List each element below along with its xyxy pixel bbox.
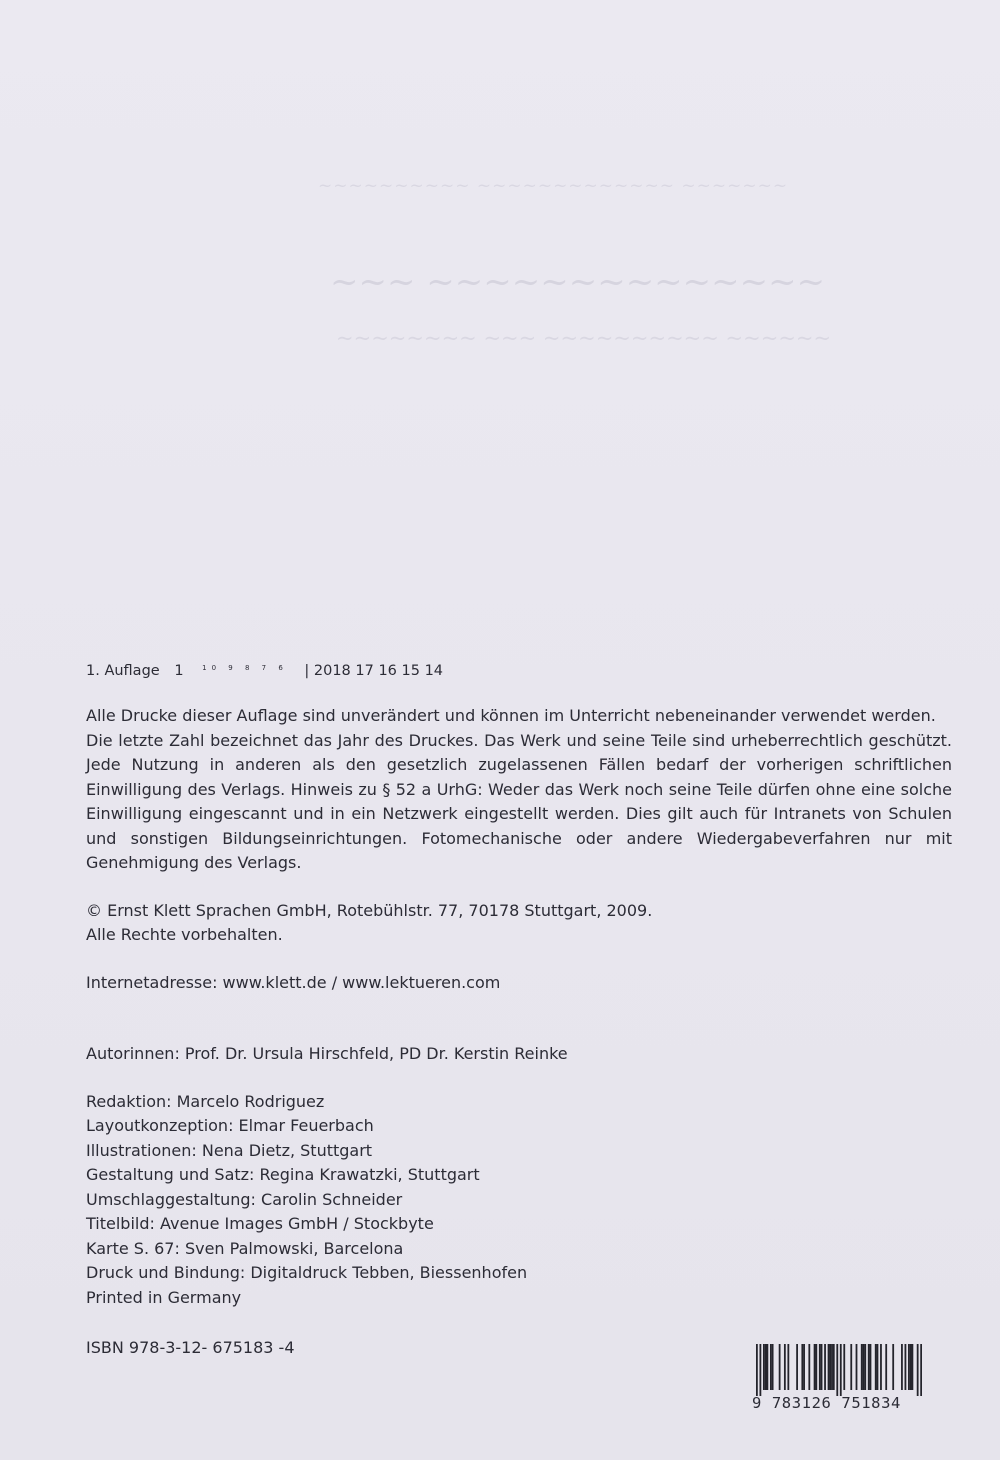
isbn-line: ISBN 978-3-12- 675183 -4	[86, 1338, 295, 1357]
barcode-guard-bar	[917, 1344, 919, 1396]
barcode-bar	[880, 1344, 882, 1390]
show-through-line: ~~~~~~~~~~ ~~~~~~~~~~~~~ ~~~~~~~	[318, 176, 789, 196]
barcode-bar	[892, 1344, 894, 1390]
barcode-bar	[850, 1344, 852, 1390]
barcode-bar	[779, 1344, 781, 1390]
barcode-bar	[843, 1344, 845, 1390]
internet-address: Internetadresse: www.klett.de / www.lektueren.com	[86, 972, 501, 992]
credit-cover-image: Titelbild: Avenue Images GmbH / Stockbyte	[86, 1214, 434, 1233]
barcode-bar	[819, 1344, 821, 1390]
credits-list	[86, 1090, 952, 1311]
barcode-bar	[801, 1344, 803, 1390]
edition-line	[86, 656, 952, 680]
barcode-bar	[861, 1344, 863, 1390]
barcode-bar	[863, 1344, 865, 1390]
barcode-bar	[912, 1344, 914, 1390]
isbn-barcode	[752, 1344, 924, 1416]
printed-in: Printed in Germany	[86, 1287, 242, 1307]
barcode-bar	[829, 1344, 831, 1390]
notice-paragraph-1: Alle Drucke dieser Auflage sind unverändert und können im Unterricht nebeneinander verwendet werden.	[86, 706, 936, 725]
barcode-digits: 9 783126 751834	[752, 1394, 901, 1412]
barcode-bar	[885, 1344, 887, 1390]
credit-cover-design: Umschlaggestaltung: Carolin Schneider	[86, 1189, 403, 1209]
edition-label: 1. Auflage	[86, 663, 160, 679]
barcode-bar	[901, 1344, 903, 1390]
credit-printing: Druck und Bindung: Digitaldruck Tebben, Biessenhofen	[86, 1263, 528, 1282]
barcode-guard-bar	[840, 1344, 842, 1396]
barcode-bar	[808, 1344, 810, 1390]
barcode-bar	[870, 1344, 872, 1390]
barcode-bar	[766, 1344, 768, 1390]
barcode-guard-bar	[920, 1344, 922, 1396]
barcode-bar	[831, 1344, 833, 1390]
barcode-bar	[910, 1344, 912, 1390]
notice-paragraph-2: Die letzte Zahl bezeichnet das Jahr des Druckes. Das Werk und seine Teile sind urheberrechtlich geschützt. Jede Nutzung in anderen als den gesetzlich zugelassenen Fällen bedarf der vorherigen schriftlichen Einwilligung des Verlags. Hinweis zu § 52 a UrhG: Weder das Werk noch seine Teile dürfen ohne eine solche Einwilligung eingescannt und in ein Netzwerk eingestellt werden. Dies gilt auch für Intranets von Schulen und sonstigen Bildungseinrichtungen. Fotomechanische oder andere Wiedergabeverfahren nur mit Genehmigung des Verlags.	[86, 730, 952, 872]
barcode-bar	[908, 1344, 910, 1390]
barcode-bar	[875, 1344, 877, 1390]
barcode-bar	[833, 1344, 835, 1390]
copyright-line: © Ernst Klett Sprachen GmbH, Rotebühlstr. 77, 70178 Stuttgart, 2009.	[86, 900, 653, 920]
copyright-block	[86, 899, 952, 948]
barcode-bar	[856, 1344, 858, 1390]
barcode-bar	[821, 1344, 823, 1390]
credit-layout: Layoutkonzeption: Elmar Feuerbach	[86, 1116, 374, 1135]
barcode-bars	[756, 1344, 922, 1396]
barcode-bar	[796, 1344, 798, 1390]
barcode-bar	[784, 1344, 786, 1390]
edition-years: | 2018 17 16 15 14	[304, 663, 444, 679]
barcode-bar	[765, 1344, 767, 1390]
barcode-bar	[877, 1344, 879, 1390]
barcode-bar	[787, 1344, 789, 1390]
barcode-guard-bar	[759, 1344, 761, 1396]
barcode-bar	[772, 1344, 774, 1390]
barcode-bar	[803, 1344, 805, 1390]
rights-line: Alle Rechte vorbehalten.	[86, 925, 283, 944]
barcode-bar	[868, 1344, 870, 1390]
barcode-bar	[815, 1344, 817, 1390]
barcode-bar	[814, 1344, 816, 1390]
credit-illustrations: Illustrationen: Nena Dietz, Stuttgart	[86, 1140, 373, 1160]
barcode-bar	[770, 1344, 772, 1390]
barcode-guard-bar	[836, 1344, 838, 1396]
barcode-bar	[905, 1344, 907, 1390]
barcode-bar	[763, 1344, 765, 1390]
edition-first-number: 1	[174, 663, 184, 679]
edition-small-numbers: 10 9 8 7 6	[202, 664, 288, 672]
credit-design-typesetting: Gestaltung und Satz: Regina Krawatzki, Stuttgart	[86, 1165, 480, 1184]
show-through-heading: ~~~ ~~~~~~~~~~~~~~	[330, 262, 826, 302]
credit-map: Karte S. 67: Sven Palmowski, Barcelona	[86, 1238, 404, 1258]
barcode-guard-bar	[756, 1344, 758, 1396]
show-through-subheading: ~~~~~~~~ ~~~ ~~~~~~~~~~ ~~~~~~	[336, 326, 832, 350]
barcode-bar	[828, 1344, 830, 1390]
imprint-text	[86, 656, 952, 1361]
barcode-bar	[864, 1344, 866, 1390]
credit-editor: Redaktion: Marcelo Rodriguez	[86, 1091, 325, 1111]
barcode-bar	[824, 1344, 826, 1390]
authors-line: Autorinnen: Prof. Dr. Ursula Hirschfeld, PD Dr. Kerstin Reinke	[86, 1044, 568, 1063]
